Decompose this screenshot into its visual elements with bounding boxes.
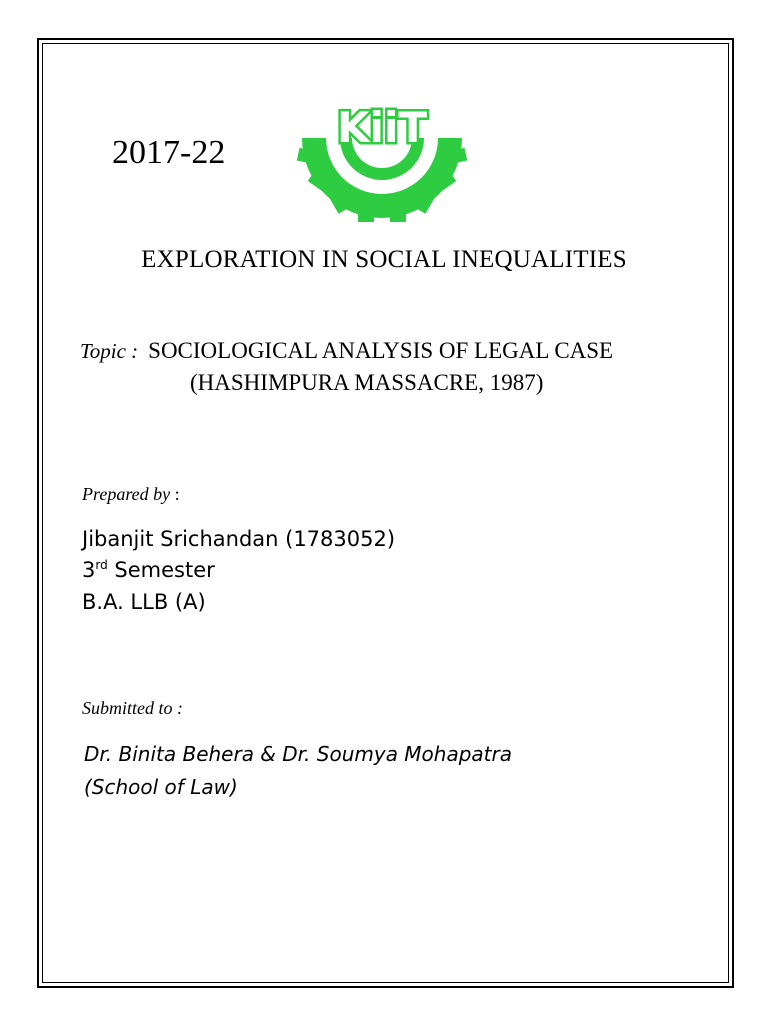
program: B.A. LLB (A)	[82, 590, 206, 614]
topic-title-line-1: SOCIOLOGICAL ANALYSIS OF LEGAL CASE	[148, 338, 614, 363]
semester	[82, 558, 215, 582]
student-name: Jibanjit Srichandan (1783052)	[82, 527, 396, 551]
topic-line-1	[80, 338, 613, 364]
school-name: (School of Law)	[84, 775, 238, 799]
kiit-logo	[296, 98, 468, 224]
prepared-by-label	[82, 484, 180, 505]
semester-word: Semester	[107, 558, 215, 582]
prepared-by-text: Prepared by	[82, 484, 171, 504]
semester-number: 3	[82, 558, 96, 582]
prepared-by-colon: :	[170, 484, 180, 504]
course-title: EXPLORATION IN SOCIAL INEQUALITIES	[141, 246, 627, 273]
topic-title-line-2: (HASHIMPURA MASSACRE, 1987)	[190, 370, 544, 395]
academic-year: 2017-22	[112, 134, 226, 171]
submitted-to-label: Submitted to :	[82, 698, 183, 718]
semester-suffix: rd	[95, 558, 108, 572]
faculty-names: Dr. Binita Behera & Dr. Soumya Mohapatra	[84, 742, 512, 766]
topic-label: Topic :	[80, 339, 139, 363]
logo-text: KiiT	[337, 103, 427, 152]
